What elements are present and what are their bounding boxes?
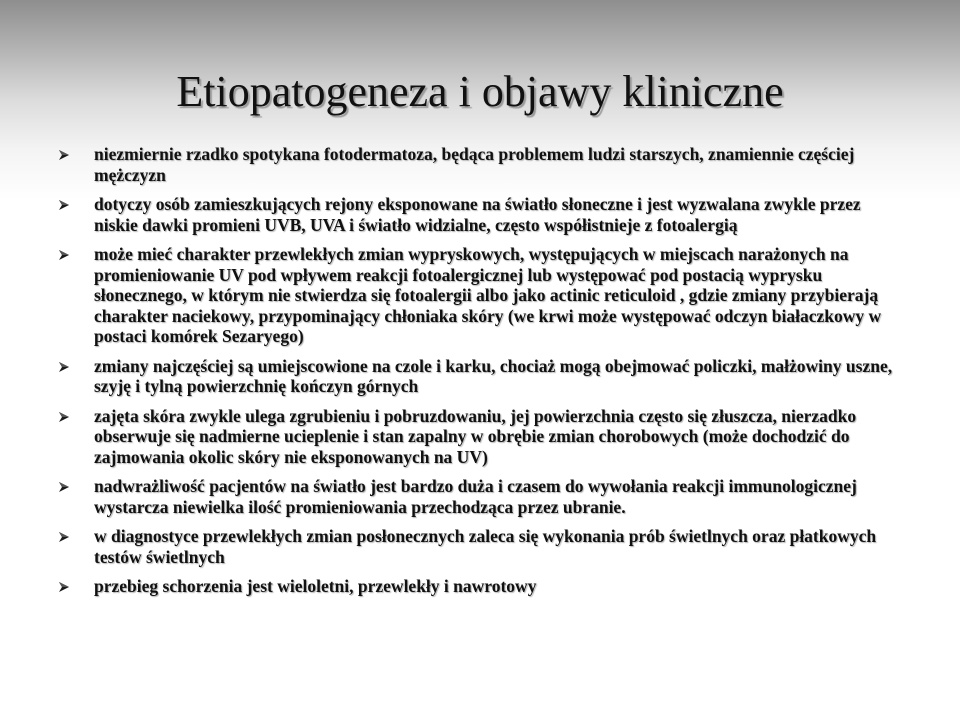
- arrow-bullet-icon: [58, 199, 72, 211]
- bullet-list: [58, 144, 898, 606]
- arrow-bullet-icon: [58, 581, 72, 593]
- arrow-bullet-icon: [58, 149, 72, 161]
- list-item: [58, 244, 898, 347]
- list-item: [58, 576, 898, 597]
- bullet-text: zmiany najczęściej są umiejscowione na czole i karku, chociaż mogą obejmować policzki, małżowiny uszne, szyję i tylną powierzchnię kończyn górnych: [94, 355, 893, 396]
- list-item: [58, 476, 898, 517]
- list-item: [58, 194, 898, 235]
- bullet-text: może mieć charakter przewlekłych zmian wypryskowych, występujących w miejscach narażonych na promieniowanie UV pod wpływem reakcji fotoalergicznej lub występować pod postacią wyprysku słonecznego, w którym nie stwierdza się fotoalergii albo jako actinic reticuloid , gdzie zmiany przybierają charakter naciekowy, przypominający chłoniaka skóry (we krwi może występować odczyn białaczkowy w postaci komórek Sezaryego): [94, 244, 882, 346]
- bullet-text: dotyczy osób zamieszkujących rejony eksponowane na światło słoneczne i jest wyzwalana zwykle przez niskie dawki promieni UVB, UVA i światło widzialne, często współistnieje z fotoalergią: [94, 194, 861, 235]
- bullet-text: niezmiernie rzadko spotykana fotodermatoza, będąca problemem ludzi starszych, znamiennie częściej mężczyzn: [94, 144, 855, 185]
- arrow-bullet-icon: [58, 481, 72, 493]
- bullet-text: w diagnostyce przewlekłych zmian posłonecznych zaleca się wykonania prób świetlnych oraz płatkowych testów świetlnych: [94, 526, 877, 567]
- bullet-text: przebieg schorzenia jest wieloletni, przewlekły i nawrotowy: [94, 576, 537, 596]
- arrow-bullet-icon: [58, 531, 72, 543]
- list-item: [58, 144, 898, 185]
- list-item: [58, 356, 898, 397]
- list-item: [58, 526, 898, 567]
- bullet-text: zajęta skóra zwykle ulega zgrubieniu i pobruzdowaniu, jej powierzchnia często się złuszcza, nierzadko obserwuje się nadmierne ucieplenie i stan zapalny w obrębie zmian chorobowych (może dochodzić do zajmowania okolic skóry nie eksponowanych na UV): [94, 405, 857, 467]
- arrow-bullet-icon: [58, 361, 72, 373]
- arrow-bullet-icon: [58, 249, 72, 261]
- slide-title: Etiopatogeneza i objawy kliniczne: [176, 67, 784, 116]
- list-item: [58, 406, 898, 468]
- arrow-bullet-icon: [58, 411, 72, 423]
- bullet-text: nadwrażliwość pacjentów na światło jest bardzo duża i czasem do wywołania reakcji immunologicznej wystarcza niewielka ilość promieniowania przechodząca przez ubranie.: [94, 476, 857, 517]
